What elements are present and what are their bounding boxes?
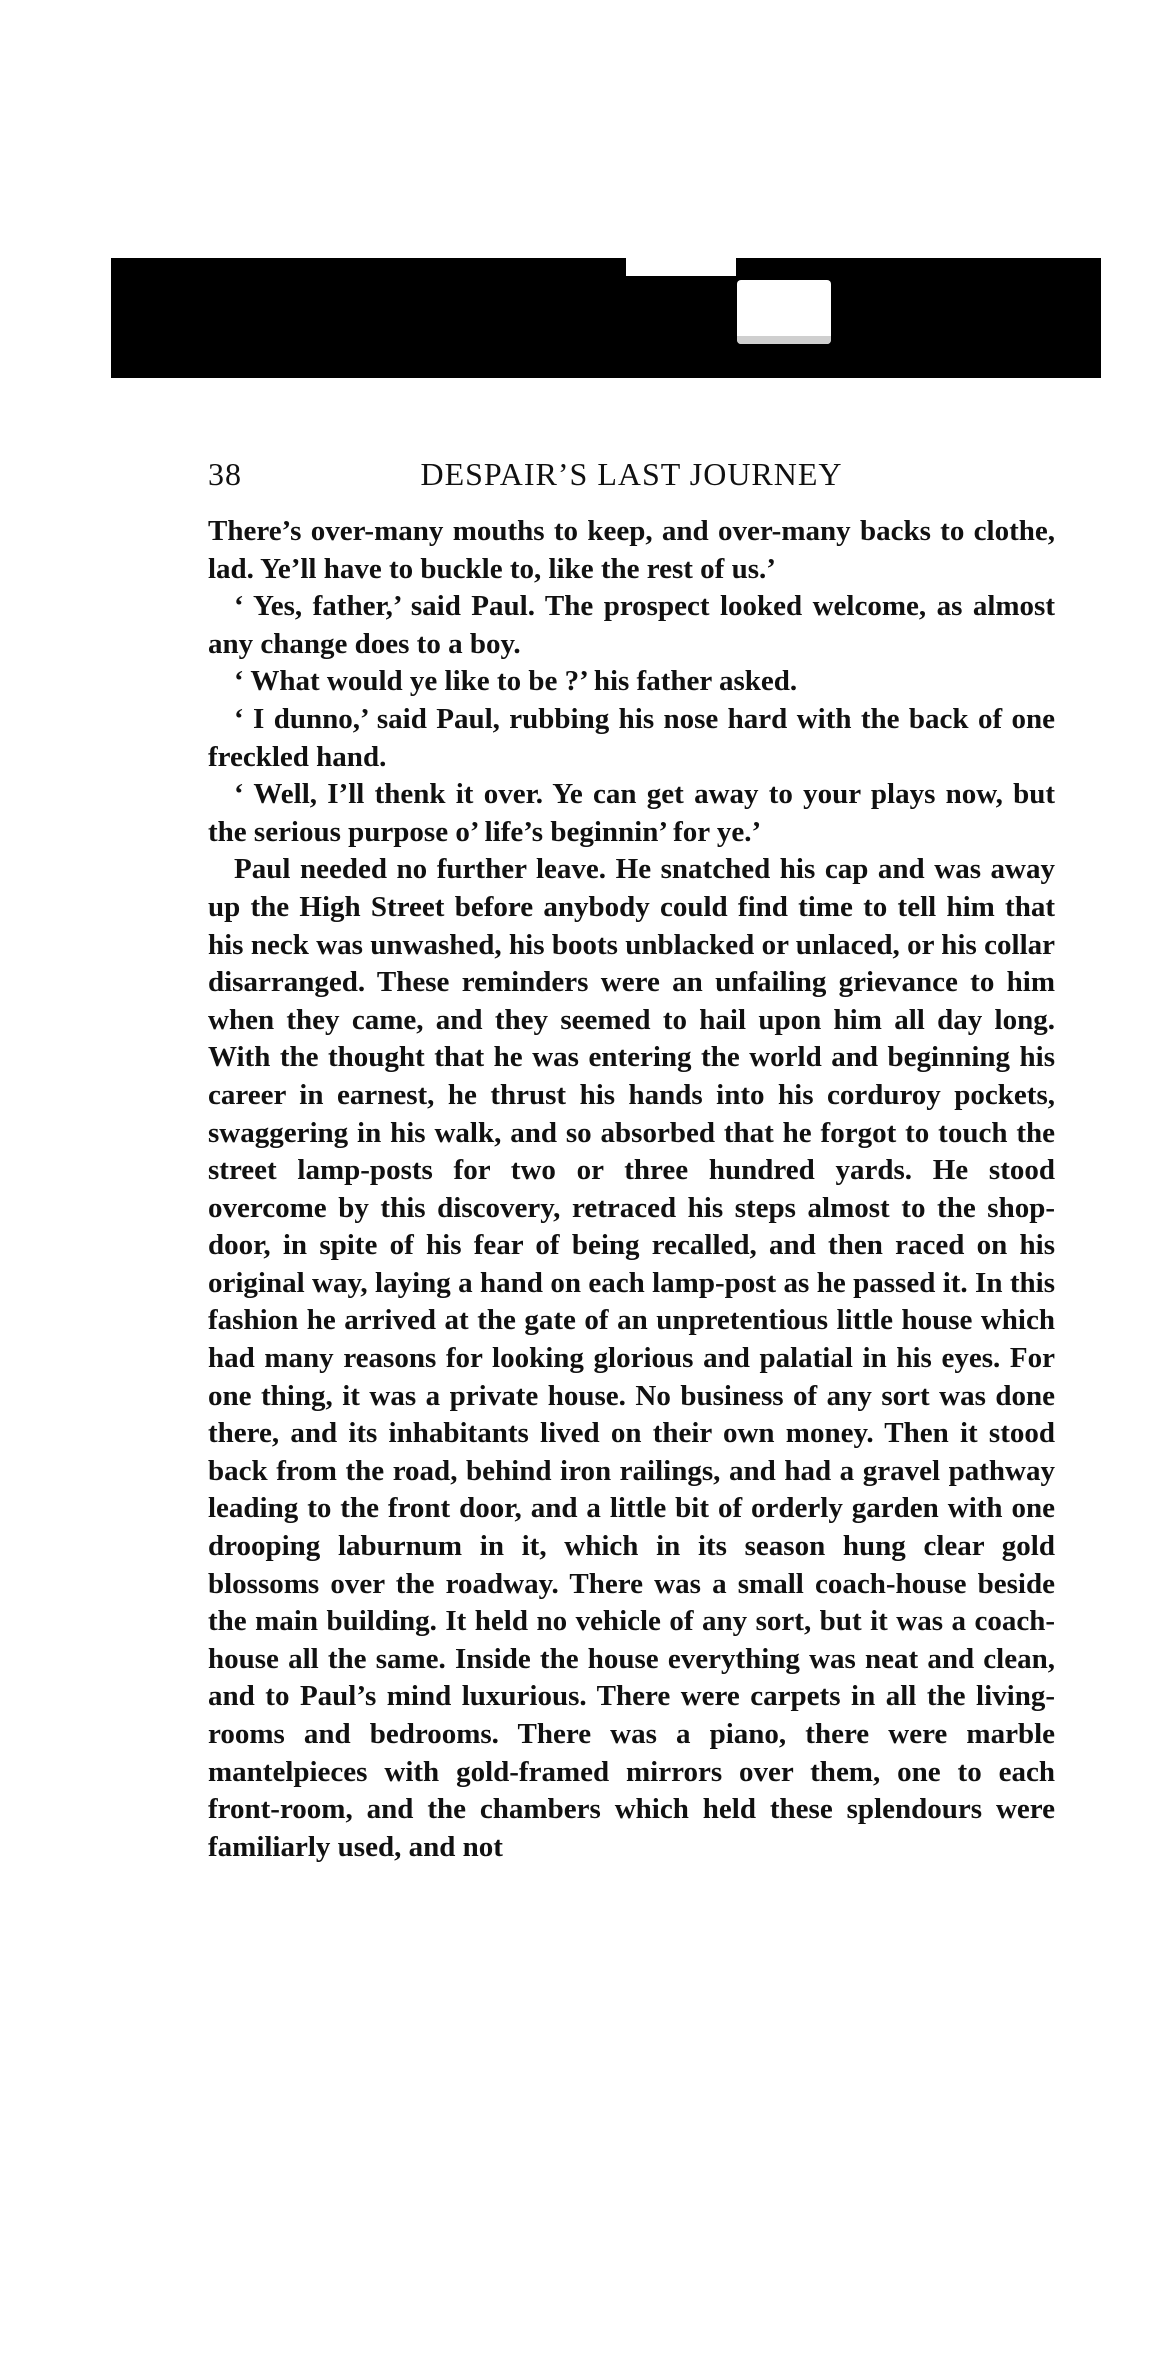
page-number: 38	[208, 456, 242, 492]
running-title: DESPAIR’S LAST JOURNEY	[420, 456, 843, 492]
scan-margin-band	[111, 258, 1101, 378]
paragraph: ‘ Well, I’ll thenk it over. Ye can get away to your plays now, but the serious purpose o’ life’s beginnin’ for ye.’	[208, 778, 1055, 848]
body-text	[208, 513, 1055, 1866]
paragraph: ‘ I dunno,’ said Paul, rubbing his nose hard with the back of one freckled hand.	[208, 702, 1055, 773]
scan-band-notch	[626, 258, 736, 276]
paragraph: ‘ What would ye like to be ?’ his father asked.	[234, 665, 798, 698]
paragraph: Paul needed no further leave. He snatched his cap and was away up the High Street before anybody could find time to tell him that his neck was unwashed, his boots unblacked or unlaced, or his collar disarranged. These reminders were an unfailing grievance to him when they came, and they seemed to hail upon him all day long. With the thought that he was entering the world and beginning his career in earnest, he thrust his hands into his corduroy pockets, swaggering in his walk, and so absorbed that he forgot to touch the street lamp-posts for two or three hundred yards. He stood overcome by this discovery, retraced his steps almost to the shop-door, in spite of his fear of being recalled, and then raced on his original way, laying a hand on each lamp-post as he passed it. In this fashion he arrived at the gate of an unpretentious little house which had many reasons for looking glorious and palatial in his eyes. For one thing, it was a private house. No business of any sort was done there, and its inhabitants lived on their own money. Then it stood back from the road, behind iron railings, and had a gravel pathway leading to the front door, and a little bit of orderly garden with one drooping laburnum in it, which in its season hung clear gold blossoms over the roadway. There was a small coach-house beside the main building. It held no vehicle of any sort, but it was a coach-house all the same. Inside the house everything was neat and clean, and to Paul’s mind luxurious. There were carpets in all the living-rooms and bedrooms. There was a piano, there were marble mantelpieces with gold-framed mirrors over them, one to each front-room, and the chambers which held these splendours were familiarly used, and not	[208, 853, 1055, 1863]
paragraph: ‘ Yes, father,’ said Paul. The prospect looked welcome, as almost any change does to a boy.	[208, 590, 1055, 660]
scan-band-artifact	[737, 280, 831, 344]
running-head	[208, 456, 1055, 496]
scan-band-artifact-edge	[737, 336, 831, 344]
paragraph: There’s over-many mouths to keep, and over-many backs to clothe, lad. Ye’ll have to buckle to, like the rest of us.’	[208, 515, 1055, 585]
